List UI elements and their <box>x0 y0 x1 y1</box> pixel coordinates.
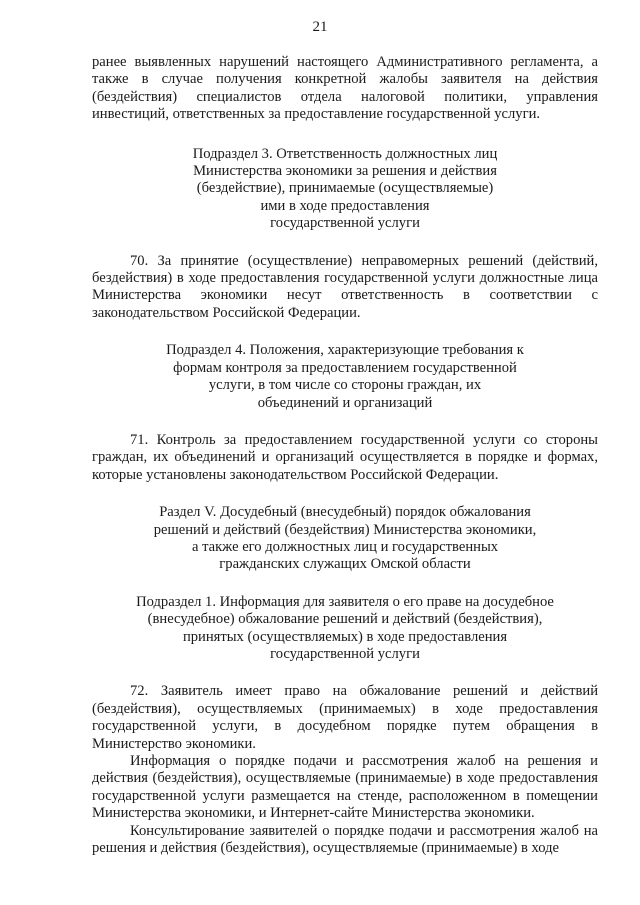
heading-section-5: Раздел V. Досудебный (внесудебный) порядок обжалования решений и действий (бездействия) Министерства экономики, а также его должностных лиц и государственных гражданских служащих Омской области <box>153 504 537 573</box>
paragraph-71: 71. Контроль за предоставлением государственной услуги со стороны граждан, их объединений и организаций осуществляется в порядке и формах, которые установлены законодательством Российской Федерации. <box>92 431 598 483</box>
heading-subsection-4: Подраздел 4. Положения, характеризующие требования к формам контроля за предоставлением государственной услуги, в том числе со стороны граждан, их объединений и организаций <box>166 342 524 411</box>
paragraph-consultation: Консультирование заявителей о порядке подачи и рассмотрения жалоб на решения и действия (бездействия), осуществляемые (принимаемые) в ходе <box>92 822 598 857</box>
page-number: 21 <box>312 19 328 35</box>
document-body <box>92 54 598 857</box>
heading-subsection-1: Подраздел 1. Информация для заявителя о его праве на досудебное (внесудебное) обжалование решений и действий (бездействия), принятых (осуществляемых) в ходе предоставления государственной услуги <box>136 593 554 662</box>
paragraph-72: 72. Заявитель имеет право на обжалование решений и действий (бездействия), осуществляемых (принимаемых) в ходе предоставления государственной услуги, в досудебном порядке путем обращения в Министерство экономики. <box>92 683 598 752</box>
paragraph-70: 70. За принятие (осуществление) неправомерных решений (действий, бездействия) в ходе предоставления государственной услуги должностные лица Министерства экономики несут ответственность в соответствии с законодательством Российской Федерации. <box>92 252 598 321</box>
paragraph-intro: ранее выявленных нарушений настоящего Административного регламента, а также в случае получения конкретной жалобы заявителя на действия (бездействия) специалистов отдела налоговой политики, управления инвестиций, ответственных за предоставление государственной услуги. <box>92 54 598 123</box>
heading-subsection-3: Подраздел 3. Ответственность должностных лиц Министерства экономики за решения и действия (бездействие), принимаемые (осуществляемые) ими в ходе предоставления государственной услуги <box>192 145 498 232</box>
paragraph-complaint-info: Информация о порядке подачи и рассмотрения жалоб на решения и действия (бездействия), осуществляемые (принимаемые) в ходе предоставления государственной услуги размещается на стенде, расположенном в помещении Министерства экономики, и Интернет-сайте Министерства экономики. <box>92 753 598 822</box>
